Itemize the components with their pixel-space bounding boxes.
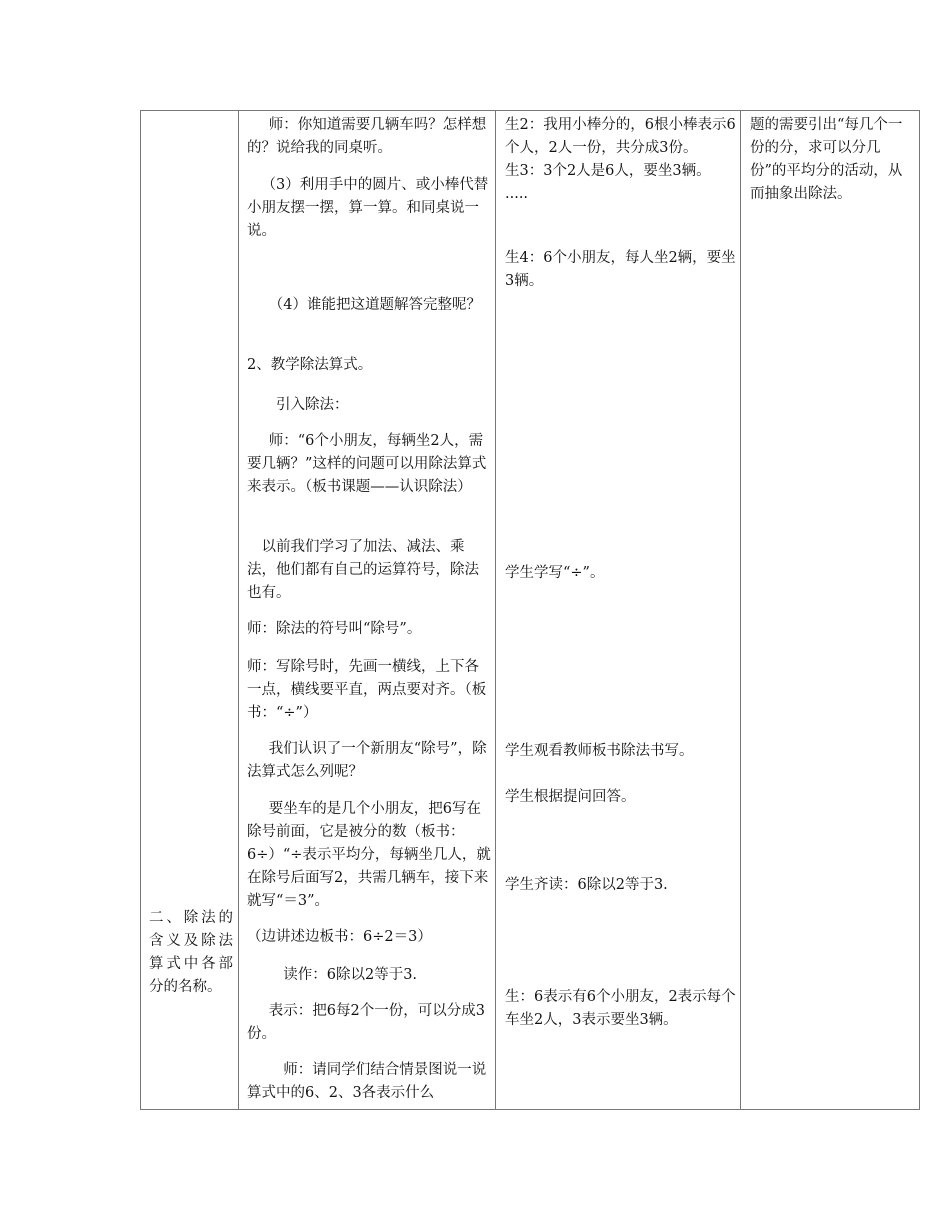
teacher-paragraph: 我们认识了一个新朋友“除号”，除法算式怎么列呢？	[247, 741, 487, 780]
teacher-paragraph: 读作：6除以2等于3.	[283, 967, 418, 983]
teacher-paragraph: （边讲述边板书：6÷2＝3）	[247, 929, 432, 945]
design-intent-column	[741, 111, 920, 1109]
student-paragraph: 学生观看教师板书除法书写。	[505, 743, 694, 759]
student-paragraph: 学生根据提问回答。	[505, 789, 636, 805]
teacher-paragraph: 2、教学除法算式。	[247, 357, 373, 373]
teacher-paragraph: 师：除法的符号叫“除号”。	[247, 621, 422, 637]
teacher-paragraph: 以前我们学习了加法、减法、乘法，他们都有自己的运算符号，除法也有。	[247, 539, 479, 601]
student-paragraph: 生3：3个2人是6人，要坐3辆。	[505, 163, 711, 179]
teacher-paragraph: 要坐车的是几个小朋友，把6写在除号前面，它是被分的数（板书：6÷）“÷表示平均分，每辆坐几人，就在除号后面写2，共需几辆车，接下来就写“＝3”。	[247, 801, 491, 909]
section-column	[141, 111, 239, 1109]
student-paragraph: 生：6表示有6个小朋友，2表示每个车坐2人，3表示要坐3辆。	[505, 989, 736, 1028]
student-paragraph: 生2：我用小棒分的，6根小棒表示6个人，2人一份，共分成3份。	[505, 117, 736, 156]
teacher-paragraph: （4）谁能把这道题解答完整呢？	[268, 297, 481, 313]
lesson-plan-table	[140, 110, 920, 1110]
student-activity-column	[496, 111, 741, 1109]
student-paragraph: .....	[505, 186, 529, 202]
teacher-paragraph: 师：“6个小朋友，每辆坐2人，需要几辆？”这样的问题可以用除法算式来表示。（板书课题——认识除法）	[247, 433, 487, 495]
teacher-activity-column	[239, 111, 496, 1109]
teacher-paragraph: 师：你知道需要几辆车吗？怎样想的？说给我的同桌听。	[247, 117, 487, 156]
teacher-paragraph: （3）利用手中的圆片、或小棒代替小朋友摆一摆，算一算。和同桌说一说。	[247, 177, 489, 239]
student-paragraph: 学生齐读：6除以2等于3.	[505, 877, 668, 893]
intent-paragraph: 题的需要引出“每几个一份的分，求可以分几份”的平均分的活动，从而抽象出除法。	[750, 117, 903, 202]
student-paragraph: 生4：6个小朋友，每人坐2辆，要坐3辆。	[505, 250, 736, 289]
section-title: 二、除法的含义及除法算式中各部分的名称。	[149, 910, 233, 995]
teacher-paragraph: 师：请同学们结合情景图说一说算式中的6、2、3各表示什么	[247, 1062, 487, 1101]
teacher-paragraph: 师：写除号时，先画一横线，上下各一点，横线要平直，两点要对齐。（板书：“÷”）	[247, 659, 487, 721]
teacher-paragraph: 引入除法：	[276, 397, 349, 413]
teacher-paragraph: 表示：把6每2个一份，可以分成3份。	[247, 1003, 485, 1042]
student-paragraph: 学生学写“÷”。	[505, 565, 605, 581]
